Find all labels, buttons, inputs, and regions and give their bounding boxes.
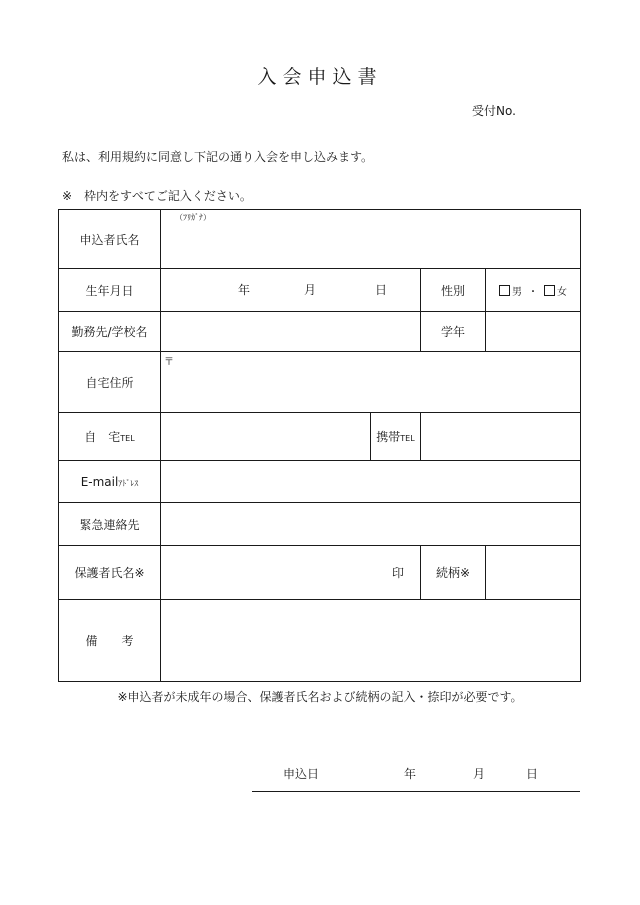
- receipt-number-label: 受付No.: [472, 104, 516, 118]
- row-workplace: [59, 312, 581, 352]
- female-checkbox[interactable]: [544, 285, 555, 296]
- email-label-text: E-mail: [80, 474, 119, 489]
- gender-field: [486, 269, 581, 312]
- home-phone-label-text: 自 宅: [84, 430, 121, 444]
- relationship-field[interactable]: [486, 546, 581, 600]
- application-year-unit: 年: [404, 767, 417, 781]
- page-title: 入会申込書: [257, 66, 383, 88]
- mobile-phone-label-text: 携帯: [376, 430, 401, 444]
- guardian-name-field[interactable]: [161, 546, 421, 600]
- application-date-label: 申込日: [283, 767, 320, 781]
- emergency-contact-field[interactable]: [161, 503, 581, 546]
- birth-day-unit: 日: [375, 283, 388, 297]
- grade-label: 学年: [421, 312, 486, 352]
- remarks-field[interactable]: [161, 600, 581, 682]
- remarks-label: 備 考: [59, 600, 161, 682]
- home-phone-field[interactable]: [161, 413, 371, 461]
- workplace-field[interactable]: [161, 312, 421, 352]
- row-emergency-contact: [59, 503, 581, 546]
- birth-year-unit: 年: [238, 283, 251, 297]
- gender-label: 性別: [421, 269, 486, 312]
- row-birth-date: [59, 269, 581, 312]
- instruction-text: ※ 枠内をすべてご記入ください。: [62, 189, 252, 203]
- application-form-table: [58, 209, 581, 682]
- address-field[interactable]: [161, 352, 581, 413]
- postal-mark: 〒: [164, 357, 174, 368]
- home-phone-label: [59, 413, 161, 461]
- row-phone: [59, 413, 581, 461]
- applicant-name-field[interactable]: [161, 210, 581, 269]
- email-address-suffix: ｱﾄﾞﾚｽ: [118, 478, 139, 488]
- birth-month-unit: 月: [304, 283, 317, 297]
- male-checkbox[interactable]: [499, 285, 510, 296]
- home-phone-tel-suffix: TEL: [120, 434, 135, 443]
- date-signature-line: [252, 791, 580, 792]
- grade-field[interactable]: [486, 312, 581, 352]
- row-address: [59, 352, 581, 413]
- address-label: 自宅住所: [59, 352, 161, 413]
- female-label: 女: [557, 286, 567, 298]
- mobile-phone-label: [371, 413, 421, 461]
- row-email: [59, 461, 581, 503]
- row-applicant-name: [59, 210, 581, 269]
- applicant-name-label: 申込者氏名: [59, 210, 161, 269]
- application-month-unit: 月: [473, 767, 486, 781]
- intro-text: 私は、利用規約に同意し下記の通り入会を申し込みます。: [62, 150, 374, 164]
- relationship-label: 続柄※: [421, 546, 486, 600]
- email-field[interactable]: [161, 461, 581, 503]
- birth-date-field[interactable]: [161, 269, 421, 312]
- footnote: ※申込者が未成年の場合、保護者氏名および続柄の記入・捺印が必要です。: [117, 690, 523, 704]
- birth-date-label: 生年月日: [59, 269, 161, 312]
- furigana-label: （ﾌﾘｶﾞﾅ）: [175, 213, 211, 222]
- application-day-unit: 日: [526, 767, 539, 781]
- email-label: [59, 461, 161, 503]
- mobile-phone-field[interactable]: [421, 413, 581, 461]
- seal-mark: 印: [391, 566, 404, 580]
- male-label: 男: [512, 286, 522, 298]
- workplace-label: 勤務先/学校名: [59, 312, 161, 352]
- emergency-contact-label: 緊急連絡先: [59, 503, 161, 546]
- mobile-phone-tel-suffix: TEL: [400, 434, 415, 443]
- guardian-name-label: 保護者氏名※: [59, 546, 161, 600]
- gender-separator: ・: [528, 286, 538, 298]
- row-guardian: [59, 546, 581, 600]
- row-remarks: [59, 600, 581, 682]
